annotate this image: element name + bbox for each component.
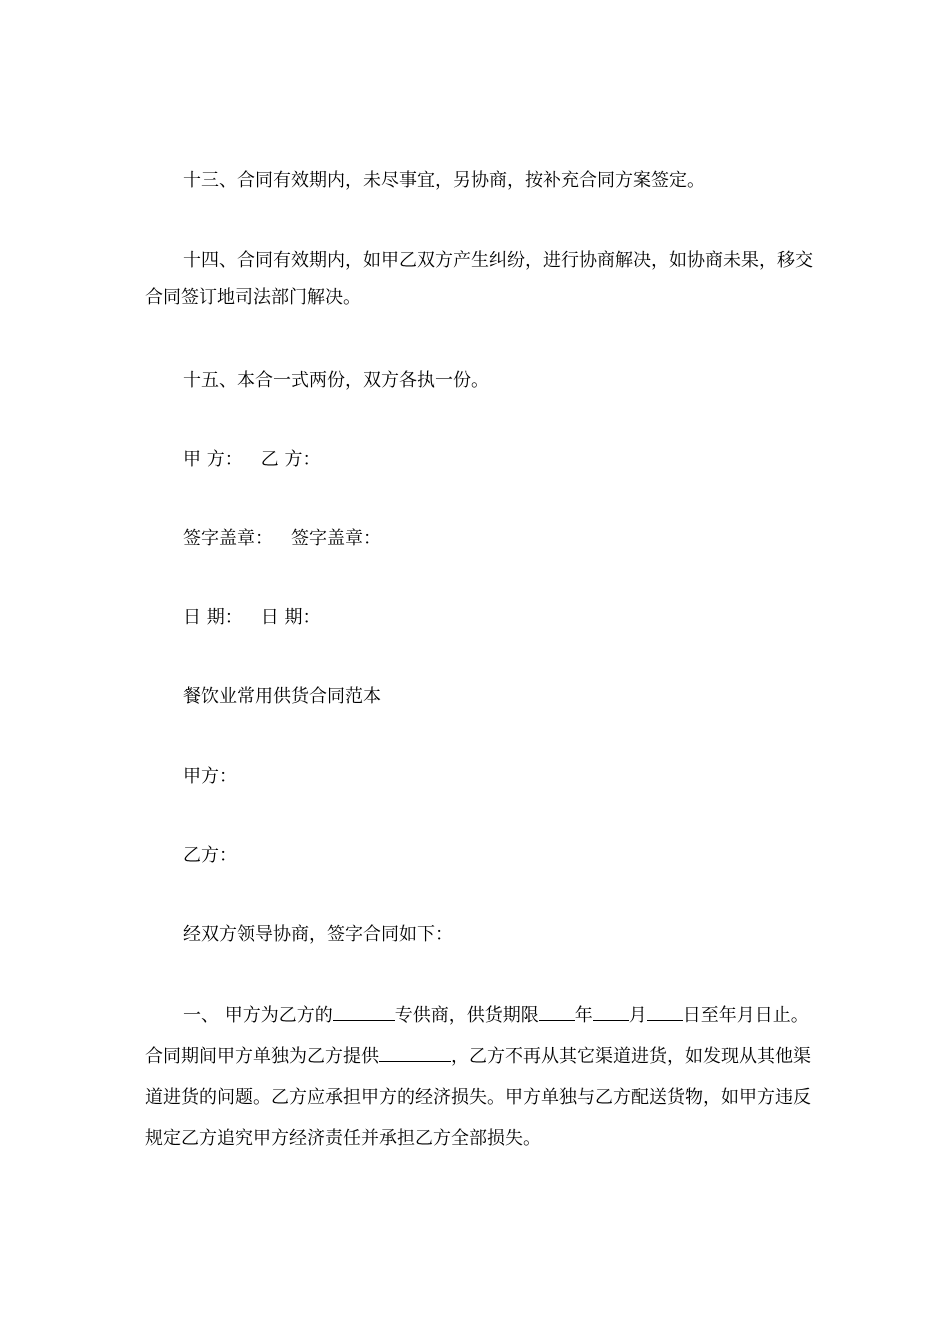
- party-a-label: 甲 方：: [183, 449, 243, 470]
- contract-intro: 经双方领导协商，签字合同如下：: [183, 924, 453, 945]
- blank-day: [647, 1000, 683, 1021]
- item1-seg5: 日至年月日止。合同期间甲方单独为乙方提供: [145, 1005, 809, 1067]
- blank-goods: [379, 1041, 451, 1062]
- seal-a-label: 签字盖章：: [183, 528, 273, 549]
- contract-party-a: 甲方：: [183, 766, 237, 787]
- item1-seg4: 月: [628, 1005, 647, 1026]
- date-b-label: 日 期：: [260, 607, 321, 628]
- clause-14: 十四、合同有效期内，如甲乙双方产生纠纷，进行协商解决，如协商未果，移交合同签订地司法部门解决。: [145, 250, 813, 308]
- item1-seg2: 专供商，供货期限: [394, 1005, 539, 1026]
- item1-seg3: 年: [574, 1005, 593, 1026]
- blank-supplier: [333, 1000, 395, 1021]
- item1-seg6: ，乙方不再从其它渠道进货，如发现从其他渠道进货的问题。乙方应承担甲方的经济损失。甲方单独与乙方配送货物，如甲方违反规定乙方追究甲方经济责任并承担乙方全部损失。: [145, 1046, 811, 1149]
- date-a-label: 日 期：: [183, 607, 243, 628]
- clause-13: 十三、合同有效期内，未尽事宜，另协商，按补充合同方案签定。: [183, 170, 705, 191]
- contract-party-b: 乙方：: [183, 845, 237, 866]
- clause-15: 十五、本合一式两份，双方各执一份。: [183, 370, 489, 391]
- signature-seal-line: [183, 520, 381, 557]
- blank-month: [593, 1000, 629, 1021]
- contract-item-1: [145, 995, 815, 1159]
- blank-year: [539, 1000, 575, 1021]
- signature-party-line: [183, 441, 320, 478]
- item1-prefix: 一、 甲方为乙方的: [183, 1005, 333, 1026]
- contract-title: 餐饮业常用供货合同范本: [183, 686, 381, 707]
- seal-b-label: 签字盖章：: [291, 528, 381, 549]
- signature-date-line: [183, 599, 320, 636]
- party-b-label: 乙 方：: [260, 449, 321, 470]
